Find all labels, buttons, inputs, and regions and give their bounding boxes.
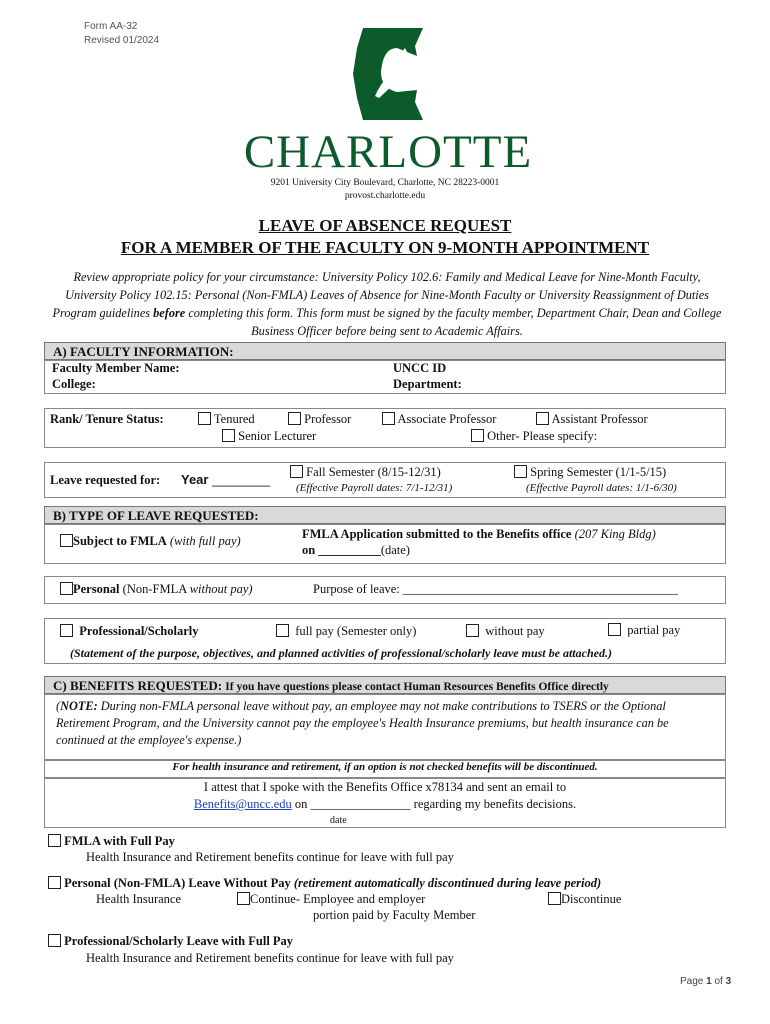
address-line-2: provost.charlotte.edu <box>344 191 426 201</box>
fall-semester-option[interactable]: Fall Semester (8/15-12/31) <box>290 465 441 480</box>
checkbox[interactable] <box>222 429 235 442</box>
form-number: Form AA-32 <box>84 21 138 32</box>
department-label: Department: <box>393 377 462 391</box>
rank-option-associate[interactable]: Associate Professor <box>382 412 496 427</box>
rank-option-professor[interactable]: Professor <box>288 412 351 427</box>
leave-for-label: Leave requested for: <box>50 473 161 487</box>
checkbox[interactable] <box>466 624 479 637</box>
benefit-option-professional-desc: Health Insurance and Retirement benefits continue for leave with full pay <box>86 951 454 965</box>
checkbox[interactable] <box>608 623 621 636</box>
purpose-of-leave-field[interactable]: Purpose of leave: ____________________________________________ <box>313 582 678 596</box>
attest-line-2[interactable]: Benefits@uncc.edu on ________________ regarding my benefits decisions. <box>193 797 577 811</box>
intro-bold: before <box>153 306 186 320</box>
checkbox[interactable] <box>548 892 561 905</box>
page-number: Page 1 of 3 <box>680 976 732 987</box>
charlotte-c-logo-icon <box>353 28 423 120</box>
college-label: College: <box>52 377 96 391</box>
section-b-heading: B) TYPE OF LEAVE REQUESTED: <box>44 506 726 524</box>
checkbox[interactable] <box>198 412 211 425</box>
spring-semester-option[interactable]: Spring Semester (1/1-5/15) <box>514 465 666 480</box>
year-field[interactable]: Year ________ <box>181 472 270 487</box>
benefits-warning: For health insurance and retirement, if an option is not checked benefits will be discontinued. <box>172 761 598 773</box>
full-pay-option[interactable]: full pay (Semester only) <box>276 624 416 639</box>
checkbox[interactable] <box>48 934 61 947</box>
uncc-id-label: UNCC ID <box>393 361 447 375</box>
checkbox[interactable] <box>237 892 250 905</box>
fmla-option[interactable]: Subject to FMLA (with full pay) <box>60 534 241 549</box>
health-insurance-label: Health Insurance <box>96 892 182 906</box>
checkbox[interactable] <box>471 429 484 442</box>
checkbox[interactable] <box>288 412 301 425</box>
checkbox[interactable] <box>60 582 73 595</box>
section-c-heading: C) BENEFITS REQUESTED: If you have questions please contact Human Resources Benefits Office directly <box>44 676 726 694</box>
checkbox[interactable] <box>536 412 549 425</box>
benefit-option-fmla[interactable]: FMLA with Full Pay <box>48 834 175 849</box>
discontinue-option[interactable]: Discontinue <box>548 892 621 907</box>
benefits-email-link[interactable]: Benefits@uncc.edu <box>193 797 292 811</box>
intro-text-2: completing this form. This form must be signed by the faculty member, Department Chair, Dean and College Business Officer before being sent to Academic Affairs. <box>185 306 722 338</box>
checkbox[interactable] <box>60 534 73 547</box>
benefit-option-personal[interactable]: Personal (Non-FMLA) Leave Without Pay (retirement automatically discontinued during leave period) <box>48 876 601 891</box>
continue-option-line-2: portion paid by Faculty Member <box>313 908 476 922</box>
checkbox[interactable] <box>48 876 61 889</box>
form-header <box>84 20 159 48</box>
rank-label: Rank/ Tenure Status: <box>50 412 164 426</box>
form-title: LEAVE OF ABSENCE REQUEST <box>258 216 512 235</box>
attest-line-1: I attest that I spoke with the Benefits Office x78134 and sent an email to <box>203 780 567 794</box>
benefit-option-fmla-desc: Health Insurance and Retirement benefits continue for leave with full pay <box>86 850 454 864</box>
intro-text-1: Review appropriate policy for your circumstance: University Policy 102.6: Family and Medical Leave for Nine-Month Faculty, University Policy 102.15: Personal (Non-FMLA) Leaves of Absence for Nine-Month Faculty or University Reassignment of Duties Program guidelines <box>52 270 709 320</box>
checkbox[interactable] <box>290 465 303 478</box>
checkbox[interactable] <box>382 412 395 425</box>
benefits-note: (NOTE: During non-FMLA personal leave without pay, an employee may not make contributions to TSERS or the Optional Retirement Program, and the University cannot pay the employee's Health Insurance premiums, but health insurance can be continued at the employee's expense.) <box>56 699 669 747</box>
checkbox[interactable] <box>60 624 73 637</box>
without-pay-option[interactable]: without pay <box>466 624 545 639</box>
rank-option-tenured[interactable]: Tenured <box>198 412 255 427</box>
intro-paragraph <box>48 268 726 340</box>
form-subtitle: FOR A MEMBER OF THE FACULTY ON 9-MONTH APPOINTMENT <box>120 238 650 257</box>
section-a-heading: A) FACULTY INFORMATION: <box>44 342 726 360</box>
partial-pay-option[interactable]: partial pay <box>608 623 680 638</box>
attest-date-caption: date <box>330 815 347 826</box>
checkbox[interactable] <box>276 624 289 637</box>
fmla-application-line: FMLA Application submitted to the Benefits office (207 King Bldg) <box>302 527 656 541</box>
charlotte-wordmark: CHARLOTTE <box>243 126 533 178</box>
fall-payroll-dates: (Effective Payroll dates: 7/1-12/31) <box>296 482 453 494</box>
checkbox[interactable] <box>514 465 527 478</box>
address-line-1: 9201 University City Boulevard, Charlotte, NC 28223-0001 <box>270 178 500 188</box>
benefit-option-professional[interactable]: Professional/Scholarly Leave with Full Pay <box>48 934 293 949</box>
rank-option-other[interactable]: Other- Please specify: <box>471 429 597 444</box>
faculty-name-label: Faculty Member Name: <box>52 361 180 375</box>
checkbox[interactable] <box>48 834 61 847</box>
spring-payroll-dates: (Effective Payroll dates: 1/1-6/30) <box>526 482 677 494</box>
personal-option[interactable]: Personal (Non-FMLA without pay) <box>60 582 253 597</box>
rank-option-senior-lecturer[interactable]: Senior Lecturer <box>222 429 316 444</box>
fmla-date-line[interactable]: on __________(date) <box>302 543 410 557</box>
professional-option[interactable]: Professional/Scholarly <box>60 624 198 639</box>
rank-option-assistant[interactable]: Assistant Professor <box>536 412 648 427</box>
professional-statement-note: (Statement of the purpose, objectives, and planned activities of professional/scholarly leave must be attached.) <box>70 646 612 660</box>
revised-date: Revised 01/2024 <box>84 35 160 46</box>
continue-option[interactable]: Continue- Employee and employer <box>237 892 425 907</box>
